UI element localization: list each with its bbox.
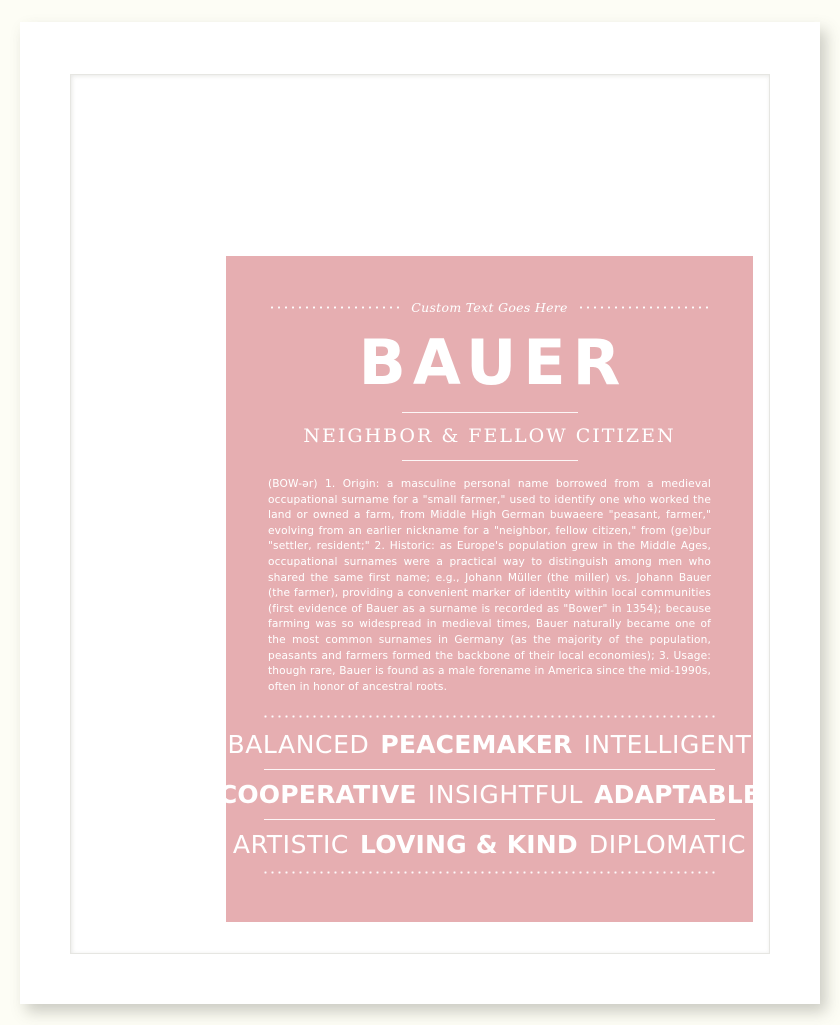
poster-name: BAUER	[358, 326, 628, 399]
trait-word: PEACEMAKER	[380, 730, 573, 760]
traits-dotted-rule-bottom	[264, 871, 715, 874]
custom-text-row	[258, 298, 721, 316]
trait-word: DIPLOMATIC	[588, 830, 747, 860]
frame-mat	[70, 74, 770, 954]
trait-row-1	[227, 730, 752, 760]
traits-rule-1	[264, 769, 715, 770]
trait-row-2	[218, 780, 761, 810]
divider-rule-bottom	[402, 460, 578, 461]
poster-meaning: NEIGHBOR & FELLOW CITIZEN	[303, 425, 676, 447]
picture-frame	[20, 22, 820, 1004]
trait-word: ADAPTABLE	[594, 780, 761, 810]
trait-word: BALANCED	[227, 730, 370, 760]
trait-row-3	[232, 830, 747, 860]
traits-rule-2	[264, 819, 715, 820]
custom-text: Custom Text Goes Here	[411, 299, 568, 315]
trait-word: COOPERATIVE	[218, 780, 417, 810]
dotted-rule-left-icon	[271, 306, 399, 309]
dotted-rule-right-icon	[580, 306, 708, 309]
trait-word: ARTISTIC	[232, 830, 349, 860]
trait-word: INSIGHTFUL	[427, 780, 584, 810]
trait-word: LOVING & KIND	[359, 830, 578, 860]
name-art-poster	[218, 256, 761, 922]
traits-dotted-rule-top	[264, 715, 715, 718]
divider-rule-top	[402, 412, 578, 413]
trait-word: INTELLIGENT	[583, 730, 752, 760]
traits-block	[218, 715, 761, 874]
poster-definition: (BOW-ər) 1. Origin: a masculine personal name borrowed from a medieval occupational surname for a "small farmer," used to identify one who worked the land or owned a farm, from Middle High German buwaeere "peasant, farmer," evolving from an earlier nickname for a "neighbor, fellow citizen," from (ge)bur "settler, resident;" 2. Historic: as Europe's population grew in the Middle Ages, occupational surnames were a practical way to distinguish among men who shared the same first name; e.g., Johann Müller (the miller) vs. Johann Bauer (the farmer), providing a convenient marker of identity within local communities (first evidence of Bauer as a surname is recorded as "Bower" in 1354); because farming was so widespread in medieval times, Bauer naturally became one of the most common surnames in Germany (as the majority of the population, peasants and farmers formed the backbone of their local economies); 3. Usage: though rare, Bauer is found as a male forename in America since the mid-1990s, often in honor of ancestral roots.	[268, 478, 711, 693]
